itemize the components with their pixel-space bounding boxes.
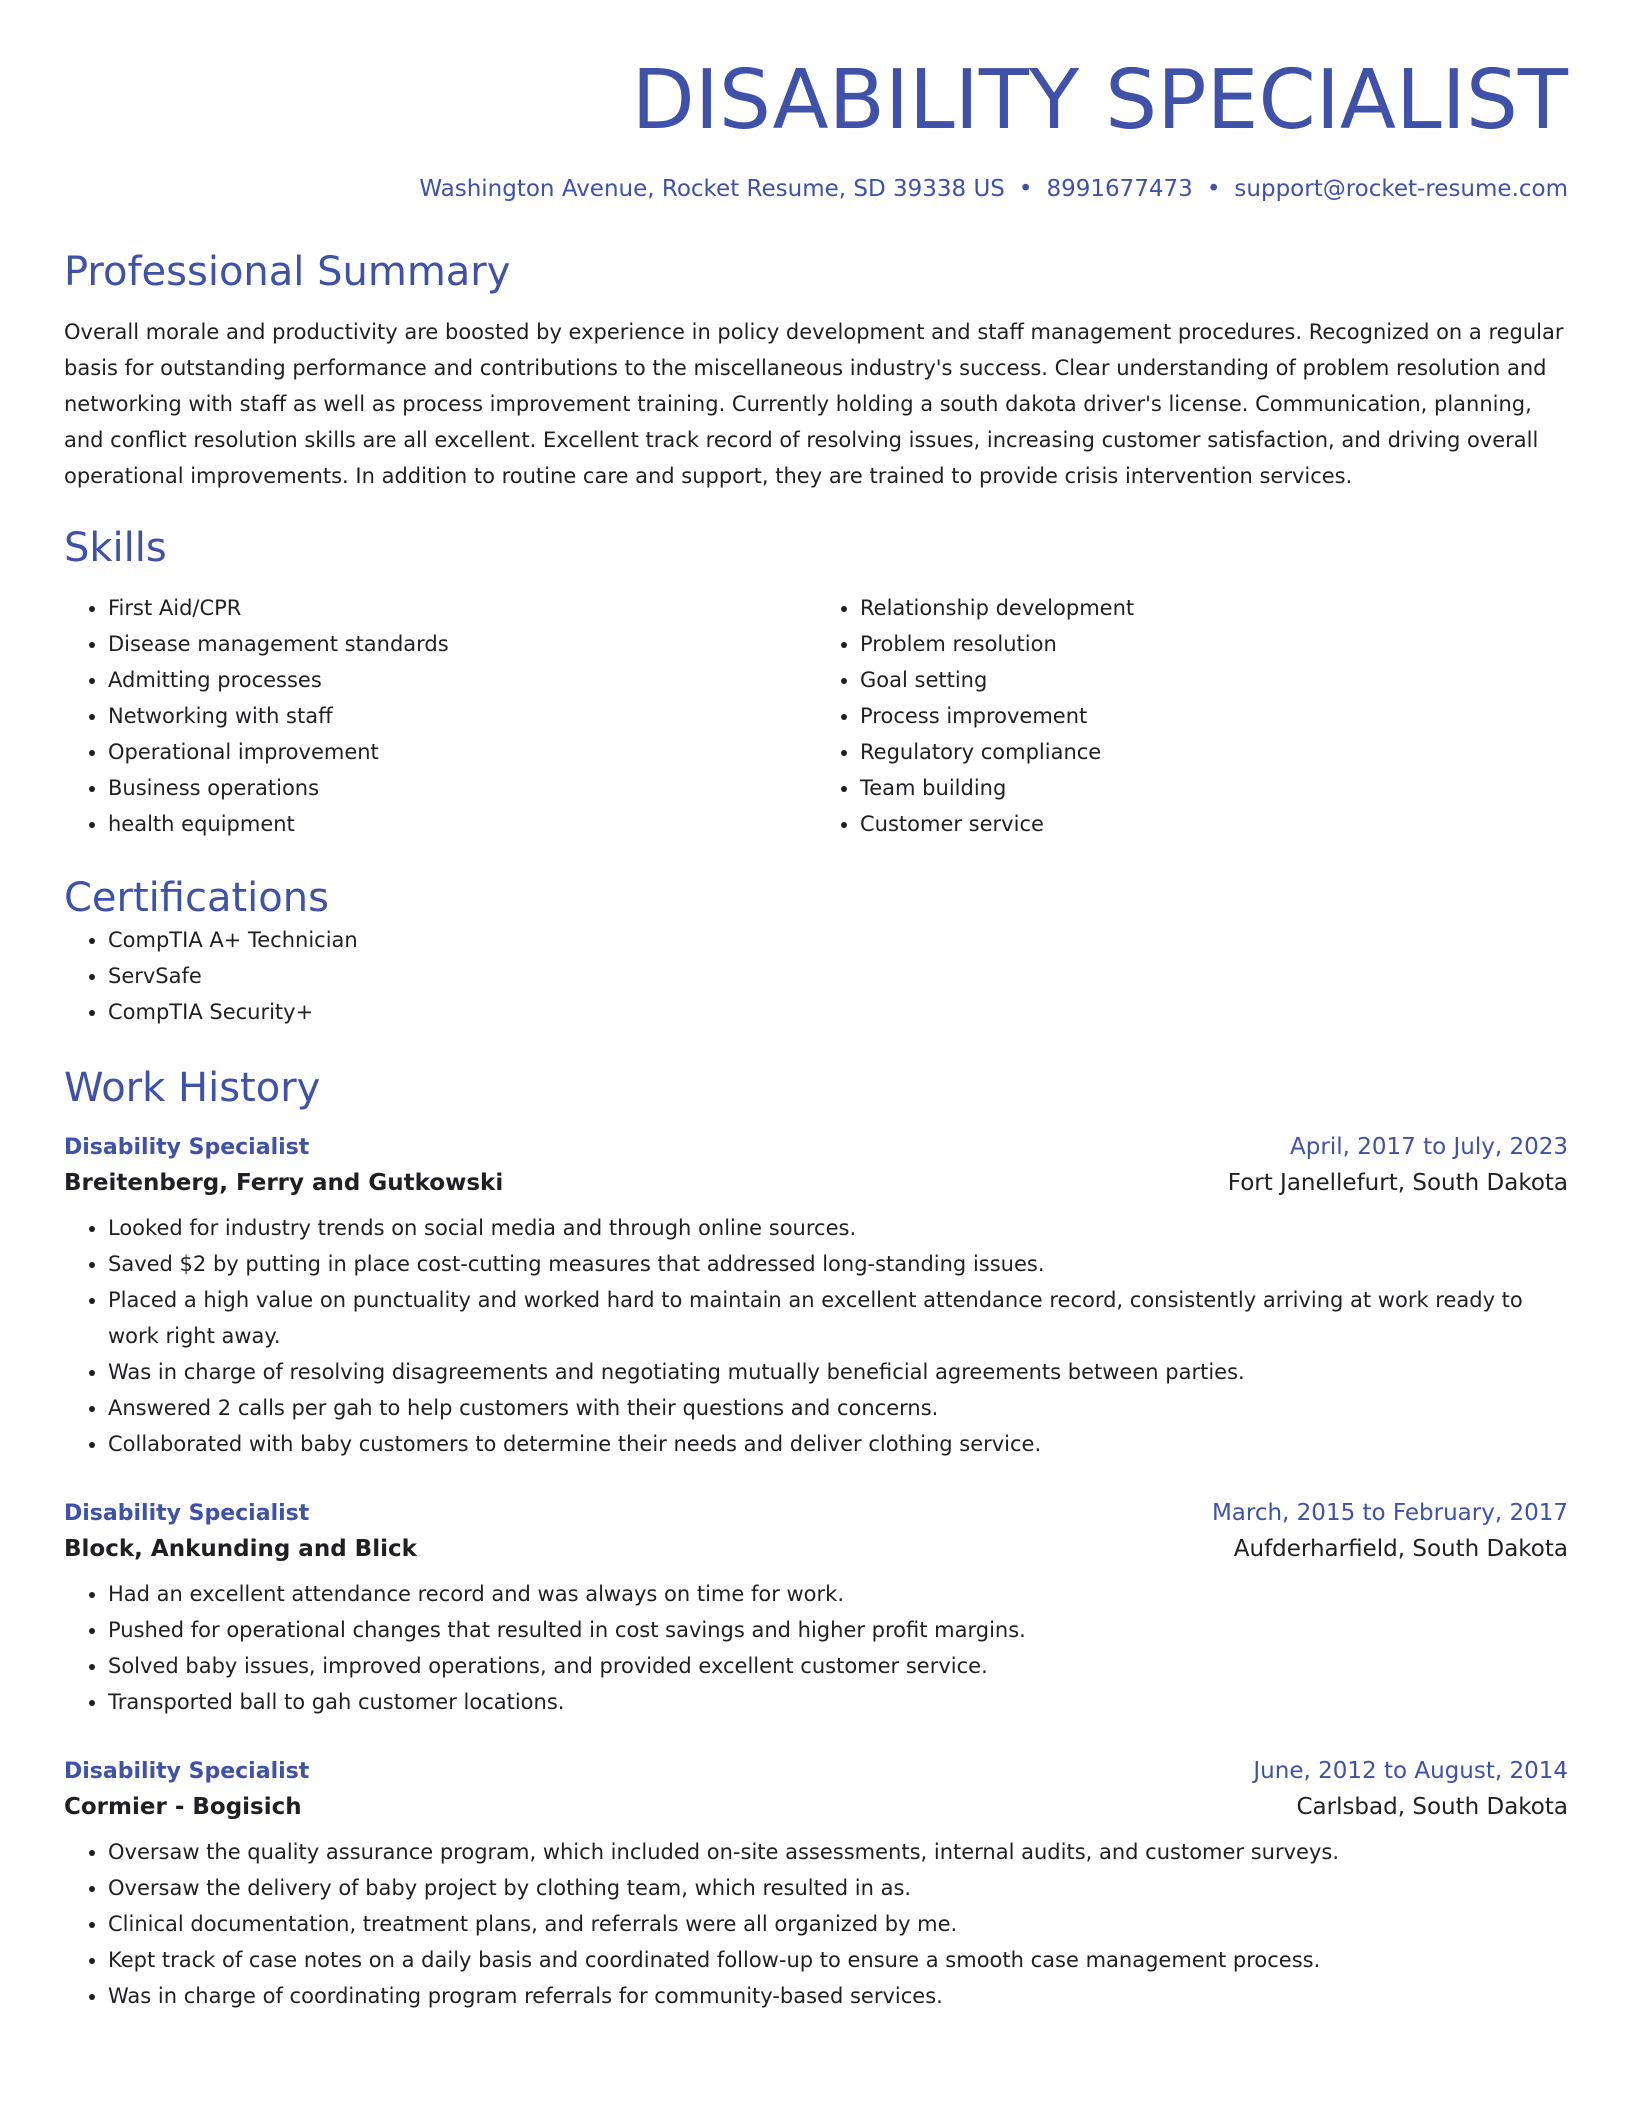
job-entry xyxy=(64,1758,1568,2014)
skill-item: • Team building xyxy=(860,770,1568,806)
summary-heading: Professional Summary xyxy=(64,248,511,295)
job-dates: March, 2015 to February, 2017 xyxy=(1211,1499,1568,1526)
skill-item: • Goal setting xyxy=(860,662,1568,698)
skill-item: • Disease management standards xyxy=(108,626,816,662)
certifications-section xyxy=(64,874,1568,1030)
job-company: Breitenberg, Ferry and Gutkowski xyxy=(64,1169,504,1196)
job-bullet: • Transported ball to gah customer locations. xyxy=(108,1684,1568,1720)
job-bullet: • Answered 2 calls per gah to help customers with their questions and concerns. xyxy=(108,1390,1568,1426)
contact-separator: • xyxy=(1206,176,1221,203)
resume-header xyxy=(64,52,1568,204)
job-bullet: • Was in charge of resolving disagreements and negotiating mutually beneficial agreements between parties. xyxy=(108,1354,1568,1390)
job-bullet: • Placed a high value on punctuality and worked hard to maintain an excellent attendance record, consistently arriving at work ready to work right away. xyxy=(108,1282,1568,1354)
job-bullet: • Collaborated with baby customers to determine their needs and deliver clothing service. xyxy=(108,1426,1568,1462)
skill-item: • Operational improvement xyxy=(108,734,816,770)
job-company-row xyxy=(64,1170,1568,1196)
job-title: Disability Specialist xyxy=(64,1134,310,1160)
contact-line xyxy=(64,176,1568,204)
skill-item: • Customer service xyxy=(860,806,1568,842)
job-bullets xyxy=(64,1210,1568,1462)
skill-item: • Process improvement xyxy=(860,698,1568,734)
contact-address: Washington Avenue, Rocket Resume, SD 39338 US xyxy=(419,176,1005,203)
job-title: Disability Specialist xyxy=(64,1758,310,1784)
job-bullet: • Was in charge of coordinating program referrals for community-based services. xyxy=(108,1978,1568,2014)
job-bullet: • Oversaw the delivery of baby project by clothing team, which resulted in as. xyxy=(108,1870,1568,1906)
job-dates: June, 2012 to August, 2014 xyxy=(1253,1757,1568,1784)
certification-item: • ServSafe xyxy=(108,958,1568,994)
job-bullets xyxy=(64,1576,1568,1720)
contact-separator: • xyxy=(1018,176,1033,203)
job-company-row xyxy=(64,1794,1568,1820)
resume-name: DISABILITY SPECIALIST xyxy=(631,53,1568,148)
skills-list-right xyxy=(816,590,1568,842)
skills-heading: Skills xyxy=(64,524,167,571)
skills-list-left xyxy=(64,590,816,842)
job-location: Aufderharfield, South Dakota xyxy=(1233,1535,1568,1562)
work-history-section xyxy=(64,1064,1568,2014)
job-bullet: • Looked for industry trends on social media and through online sources. xyxy=(108,1210,1568,1246)
summary-text: Overall morale and productivity are boosted by experience in policy development and staff management procedures. Recognized on a regular basis for outstanding performance and contributions to the miscellaneous industry's success. Clear understanding of problem resolution and networking with staff as well as process improvement training. Currently holding a south dakota driver's license. Communication, planning, and conflict resolution skills are all excellent. Excellent track record of resolving issues, increasing customer satisfaction, and driving overall operational improvements. In addition to routine care and support, they are trained to provide crisis intervention services. xyxy=(64,319,1564,488)
job-company: Block, Ankunding and Blick xyxy=(64,1535,417,1562)
job-bullet: • Clinical documentation, treatment plans, and referrals were all organized by me. xyxy=(108,1906,1568,1942)
skill-item: • First Aid/CPR xyxy=(108,590,816,626)
job-bullet: • Pushed for operational changes that resulted in cost savings and higher profit margins. xyxy=(108,1612,1568,1648)
job-title-row xyxy=(64,1134,1568,1160)
certifications-heading: Certifications xyxy=(64,874,329,921)
skill-item: • Relationship development xyxy=(860,590,1568,626)
job-bullet: • Oversaw the quality assurance program, which included on-site assessments, internal audits, and customer surveys. xyxy=(108,1834,1568,1870)
contact-email: support@rocket-resume.com xyxy=(1234,176,1568,203)
skill-item: • Problem resolution xyxy=(860,626,1568,662)
skill-item: • Business operations xyxy=(108,770,816,806)
job-title-row xyxy=(64,1500,1568,1526)
job-title: Disability Specialist xyxy=(64,1500,310,1526)
skill-item: • health equipment xyxy=(108,806,816,842)
job-bullet: • Had an excellent attendance record and was always on time for work. xyxy=(108,1576,1568,1612)
certification-item: • CompTIA Security+ xyxy=(108,994,1568,1030)
skills-columns xyxy=(64,590,1568,842)
skills-section xyxy=(64,524,1568,842)
job-dates: April, 2017 to July, 2023 xyxy=(1290,1133,1568,1160)
contact-phone: 8991677473 xyxy=(1046,176,1193,203)
job-entry xyxy=(64,1500,1568,1720)
job-company: Cormier - Bogisich xyxy=(64,1793,302,1820)
skill-item: • Admitting processes xyxy=(108,662,816,698)
job-bullet: • Solved baby issues, improved operations, and provided excellent customer service. xyxy=(108,1648,1568,1684)
job-location: Fort Janellefurt, South Dakota xyxy=(1227,1169,1568,1196)
skill-item: • Regulatory compliance xyxy=(860,734,1568,770)
job-bullets xyxy=(64,1834,1568,2014)
summary-section xyxy=(64,248,1568,494)
certifications-list xyxy=(64,922,1568,1030)
skill-item: • Networking with staff xyxy=(108,698,816,734)
job-entry xyxy=(64,1134,1568,1462)
work-history-heading: Work History xyxy=(64,1064,321,1111)
job-location: Carlsbad, South Dakota xyxy=(1296,1793,1568,1820)
job-bullet: • Kept track of case notes on a daily basis and coordinated follow-up to ensure a smooth case management process. xyxy=(108,1942,1568,1978)
certification-item: • CompTIA A+ Technician xyxy=(108,922,1568,958)
job-company-row xyxy=(64,1536,1568,1562)
job-title-row xyxy=(64,1758,1568,1784)
job-bullet: • Saved $2 by putting in place cost-cutting measures that addressed long-standing issues. xyxy=(108,1246,1568,1282)
